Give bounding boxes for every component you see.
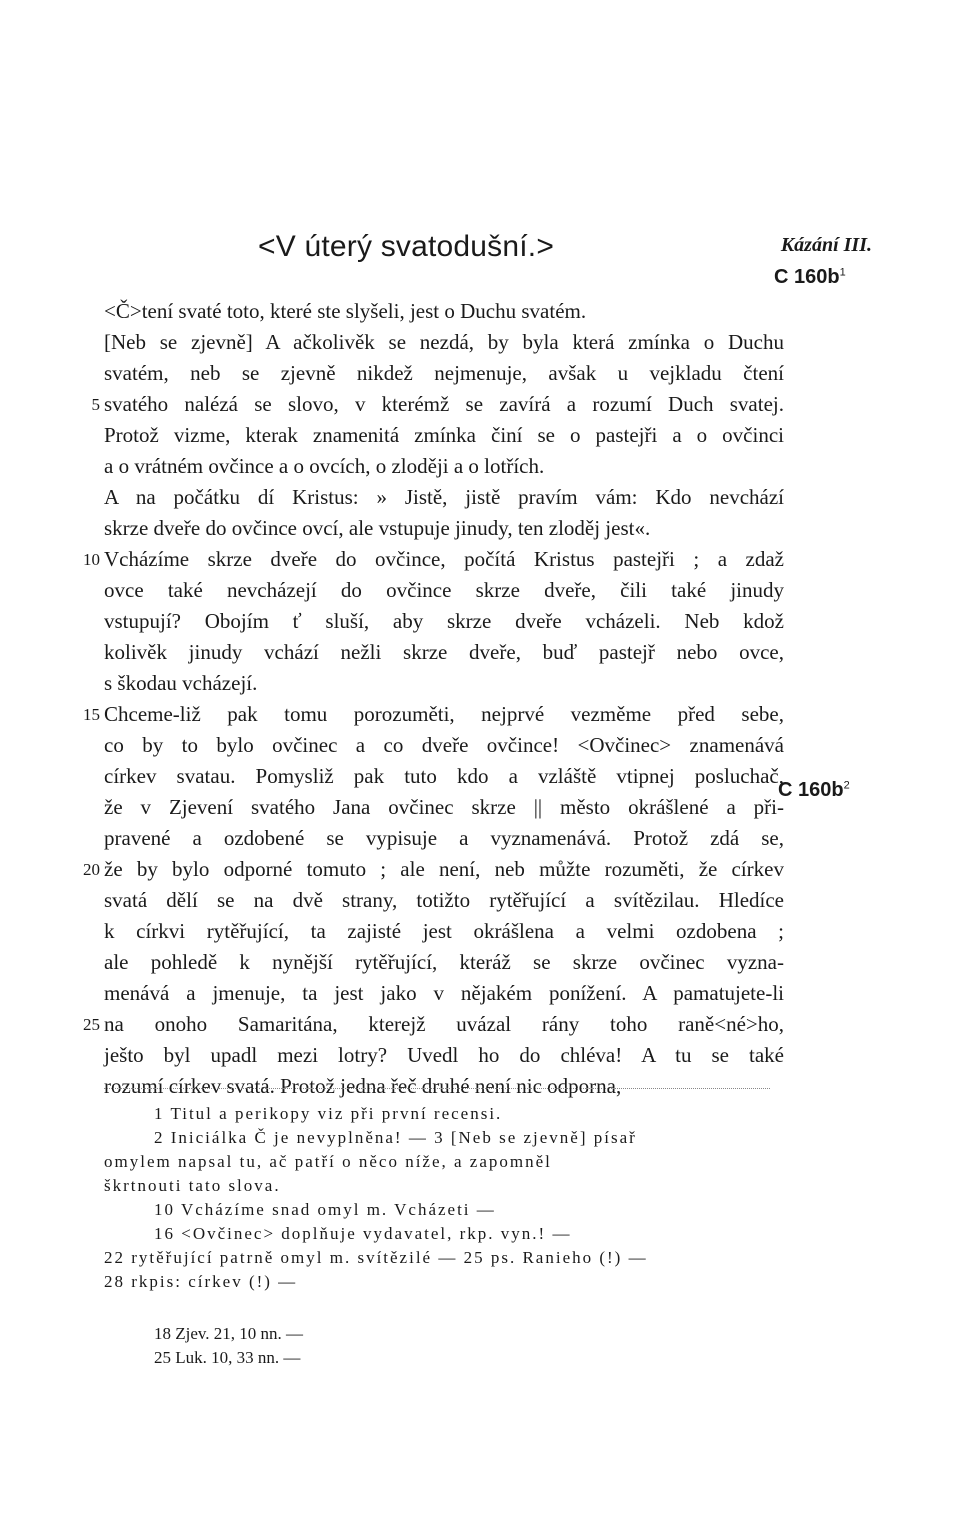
sermon-label: Kázání III. bbox=[780, 234, 872, 256]
line-text: Vcházíme skrze dveře do ovčince, počítá Kristus pastejři ; a zdaž bbox=[104, 547, 784, 571]
text-line bbox=[104, 1071, 784, 1102]
footnote-line: 2 Iniciálka Č je nevyplněna! — 3 [Neb se zjevně] písař bbox=[154, 1128, 637, 1147]
line-text: rozumí církev svatá. Protož jedna řeč druhé není nic odporna, bbox=[104, 1074, 622, 1098]
text-line bbox=[104, 451, 784, 482]
line-text: skrze dveře do ovčince ovcí, ale vstupuje jinudy, ten zloděj jest«. bbox=[104, 516, 651, 540]
footnotes bbox=[104, 1102, 784, 1294]
line-text: svatého nalézá se slovo, v kterémž se zavírá a rozumí Duch svatej. bbox=[104, 392, 784, 416]
text-line bbox=[104, 575, 784, 606]
text-line bbox=[104, 947, 784, 978]
margin-reference bbox=[778, 779, 850, 802]
line-text: ješto byl upadl mezi lotry? Uvedl ho do chléva! A tu se také bbox=[104, 1043, 784, 1067]
text-line bbox=[104, 296, 784, 327]
line-text: a o vrátném ovčince a o ovcích, o zloději a o lotřích. bbox=[104, 454, 545, 478]
line-text: svatém, neb se zjevně nikdež nejmenuje, avšak u vejkladu čtení bbox=[104, 361, 784, 385]
line-text: A na počátku dí Kristus: » Jistě, jistě pravím vám: Kdo nevchází bbox=[104, 485, 784, 509]
reference-line: 18 Zjev. 21, 10 nn. — bbox=[154, 1324, 304, 1343]
text-line bbox=[104, 730, 784, 761]
line-number: 25 bbox=[83, 1015, 100, 1034]
body-text bbox=[83, 296, 784, 1102]
text-line bbox=[104, 978, 784, 1009]
text-line bbox=[104, 482, 784, 513]
text-line bbox=[104, 327, 784, 358]
footnote-line: 10 Vcházíme snad omyl m. Vcházeti — bbox=[154, 1200, 496, 1219]
margin-reference bbox=[774, 266, 846, 289]
line-text: Chceme-liž pak tomu porozuměti, nejprvé vezměme před sebe, bbox=[104, 702, 784, 726]
line-text: k církvi rytěřující, ta zajisté jest okrášlena a velmi ozdobena ; bbox=[104, 919, 784, 943]
text-line bbox=[91, 389, 784, 420]
line-number: 20 bbox=[83, 860, 100, 879]
text-line bbox=[104, 606, 784, 637]
margin-reference-sup: 1 bbox=[839, 266, 846, 279]
footnote-line: 1 Titul a perikopy viz při první recensi. bbox=[154, 1104, 503, 1123]
margin-reference-text: C 160b bbox=[778, 779, 844, 801]
biblical-references bbox=[154, 1322, 303, 1370]
text-line bbox=[104, 792, 784, 823]
margin-reference-sup: 2 bbox=[843, 779, 850, 792]
text-line bbox=[83, 854, 784, 885]
reference-line: 25 Luk. 10, 33 nn. — bbox=[154, 1348, 301, 1367]
text-line bbox=[83, 544, 784, 575]
margin-reference-text: C 160b bbox=[774, 266, 840, 288]
line-text: na onoho Samaritána, kterejž uvázal rány toho raně<né>ho, bbox=[104, 1012, 784, 1036]
line-text: Protož vizme, kterak znamenitá zmínka činí se o pastejři a o ovčinci bbox=[104, 423, 784, 447]
section-heading: <V úterý svatodušní.> bbox=[258, 230, 555, 263]
line-text: že by bylo odporné tomuto ; ale není, neb můžte rozuměti, že církev bbox=[104, 857, 784, 881]
line-text: kolivěk jinudy vchází nežli skrze dveře, buď pastejř nebo ovce, bbox=[104, 640, 784, 664]
footnote-line: 16 <Ovčinec> doplňuje vydavatel, rkp. vyn.! — bbox=[154, 1224, 572, 1243]
line-text: svatá dělí se na dvě strany, totižto rytěřující a svítězilau. Hledíce bbox=[104, 888, 784, 912]
line-text: pravené a ozdobené se vypisuje a vyznamenává. Protož zdá se, bbox=[104, 826, 784, 850]
line-text: ale pohledě k nynější rytěřující, kteráž se skrze ovčinec vyzna- bbox=[104, 950, 784, 974]
text-line bbox=[104, 668, 784, 699]
text-line bbox=[104, 358, 784, 389]
line-text: co by to bylo ovčinec a co dveře ovčince! <Ovčinec> znamenává bbox=[104, 733, 784, 757]
text-line bbox=[104, 916, 784, 947]
line-number: 5 bbox=[91, 395, 100, 414]
text-line bbox=[83, 1009, 784, 1040]
line-text: ovce také nevcházejí do ovčince skrze dveře, čili také jinudy bbox=[104, 578, 784, 602]
line-text: <Č>tení svaté toto, které ste slyšeli, jest o Duchu svatém. bbox=[104, 299, 587, 323]
line-number: 10 bbox=[83, 550, 100, 569]
footnote-rule bbox=[104, 1088, 770, 1089]
text-line bbox=[104, 1040, 784, 1071]
line-text: že v Zjevení svatého Jana ovčinec skrze || město okrášlené a při- bbox=[104, 795, 784, 819]
line-text: [Neb se zjevně] A ačkolivěk se nezdá, by byla která zmínka o Duchu bbox=[104, 330, 784, 354]
footnote-line: omylem napsal tu, ač patří o něco níže, a zapomněl bbox=[104, 1152, 552, 1171]
text-line bbox=[83, 699, 784, 730]
footnote-line: 28 rkpis: církev (!) — bbox=[104, 1272, 298, 1291]
line-text: menává a jmenuje, ta jest jako v nějakém ponížení. A pamatujete-li bbox=[104, 981, 784, 1005]
text-line bbox=[104, 420, 784, 451]
line-text: s škodau vcházejí. bbox=[104, 671, 258, 695]
text-line bbox=[104, 823, 784, 854]
line-text: vstupují? Obojím ť sluší, aby skrze dveře vcházeli. Neb kdož bbox=[104, 609, 784, 633]
line-number: 15 bbox=[83, 705, 100, 724]
line-text: církev svatau. Pomysliž pak tuto kdo a vzláště vtipnej posluchač, bbox=[104, 764, 784, 788]
text-line bbox=[104, 513, 784, 544]
text-line bbox=[104, 637, 784, 668]
text-line bbox=[104, 885, 784, 916]
text-line bbox=[104, 761, 784, 792]
footnote-line: 22 rytěřující patrně omyl m. svítězilé — 25 ps. Ranieho (!) — bbox=[104, 1248, 648, 1267]
footnote-line: škrtnouti tato slova. bbox=[104, 1176, 281, 1195]
